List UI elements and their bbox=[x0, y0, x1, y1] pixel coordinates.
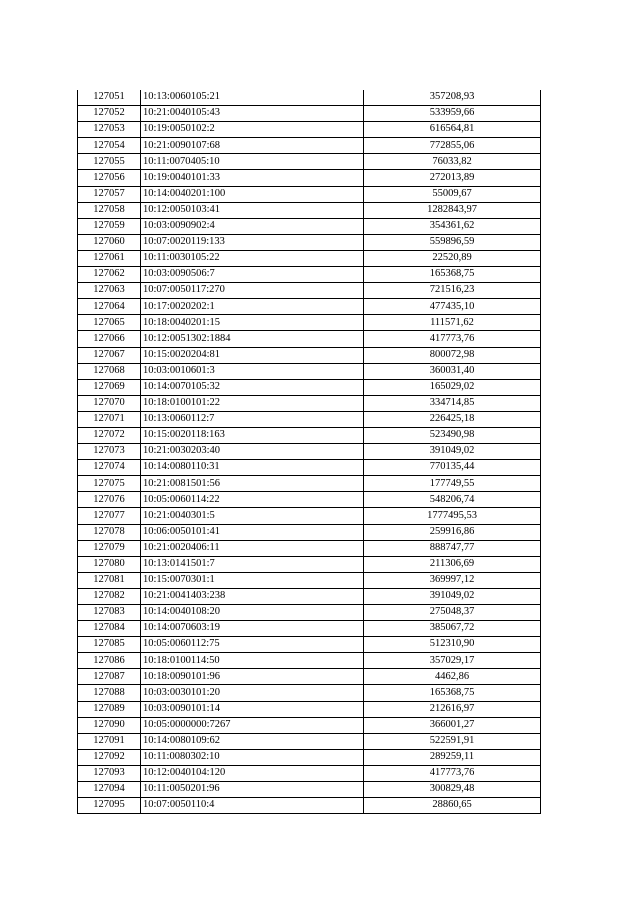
value-cell: 616564,81 bbox=[364, 122, 541, 138]
value-cell: 165368,75 bbox=[364, 267, 541, 283]
cadastral-number-cell: 10:14:0070603:19 bbox=[141, 621, 364, 637]
table-row bbox=[78, 588, 541, 604]
value-cell: 226425,18 bbox=[364, 411, 541, 427]
value-cell: 800072,98 bbox=[364, 347, 541, 363]
table-row bbox=[78, 572, 541, 588]
row-id-cell: 127088 bbox=[78, 685, 141, 701]
value-cell: 559896,59 bbox=[364, 234, 541, 250]
row-id-cell: 127079 bbox=[78, 540, 141, 556]
value-cell: 275048,37 bbox=[364, 605, 541, 621]
table-row bbox=[78, 798, 541, 814]
table-row bbox=[78, 717, 541, 733]
table-row bbox=[78, 492, 541, 508]
value-cell: 211306,69 bbox=[364, 556, 541, 572]
cadastral-number-cell: 10:06:0050101:41 bbox=[141, 524, 364, 540]
row-id-cell: 127092 bbox=[78, 749, 141, 765]
table-row bbox=[78, 476, 541, 492]
cadastral-number-cell: 10:07:0050117:270 bbox=[141, 283, 364, 299]
value-cell: 721516,23 bbox=[364, 283, 541, 299]
cadastral-number-cell: 10:13:0060105:21 bbox=[141, 90, 364, 106]
table-row bbox=[78, 315, 541, 331]
row-id-cell: 127057 bbox=[78, 186, 141, 202]
value-cell: 1282843,97 bbox=[364, 202, 541, 218]
row-id-cell: 127086 bbox=[78, 653, 141, 669]
value-cell: 512310,90 bbox=[364, 637, 541, 653]
table-row bbox=[78, 379, 541, 395]
value-cell: 334714,85 bbox=[364, 395, 541, 411]
value-cell: 888747,77 bbox=[364, 540, 541, 556]
table-row bbox=[78, 733, 541, 749]
row-id-cell: 127091 bbox=[78, 733, 141, 749]
cadastral-number-cell: 10:12:0051302:1884 bbox=[141, 331, 364, 347]
table-row bbox=[78, 363, 541, 379]
row-id-cell: 127054 bbox=[78, 138, 141, 154]
value-cell: 385067,72 bbox=[364, 621, 541, 637]
row-id-cell: 127071 bbox=[78, 411, 141, 427]
value-cell: 522591,91 bbox=[364, 733, 541, 749]
value-cell: 357208,93 bbox=[364, 90, 541, 106]
value-cell: 212616,97 bbox=[364, 701, 541, 717]
value-cell: 369997,12 bbox=[364, 572, 541, 588]
cadastral-number-cell: 10:13:0060112:7 bbox=[141, 411, 364, 427]
table-row bbox=[78, 122, 541, 138]
row-id-cell: 127061 bbox=[78, 250, 141, 266]
cadastral-number-cell: 10:14:0080109:62 bbox=[141, 733, 364, 749]
table-row bbox=[78, 347, 541, 363]
row-id-cell: 127051 bbox=[78, 90, 141, 106]
table-row bbox=[78, 524, 541, 540]
table-row bbox=[78, 331, 541, 347]
table-row bbox=[78, 749, 541, 765]
cadastral-number-cell: 10:15:0020118:163 bbox=[141, 427, 364, 443]
table-row bbox=[78, 765, 541, 781]
value-cell: 28860,65 bbox=[364, 798, 541, 814]
row-id-cell: 127053 bbox=[78, 122, 141, 138]
cadastral-number-cell: 10:17:0020202:1 bbox=[141, 299, 364, 315]
row-id-cell: 127055 bbox=[78, 154, 141, 170]
cadastral-number-cell: 10:21:0030203:40 bbox=[141, 444, 364, 460]
table-row bbox=[78, 186, 541, 202]
cadastral-number-cell: 10:14:0080110:31 bbox=[141, 460, 364, 476]
cadastral-number-cell: 10:15:0070301:1 bbox=[141, 572, 364, 588]
row-id-cell: 127058 bbox=[78, 202, 141, 218]
cadastral-number-cell: 10:11:0030105:22 bbox=[141, 250, 364, 266]
row-id-cell: 127065 bbox=[78, 315, 141, 331]
cadastral-number-cell: 10:19:0050102:2 bbox=[141, 122, 364, 138]
row-id-cell: 127082 bbox=[78, 588, 141, 604]
row-id-cell: 127087 bbox=[78, 669, 141, 685]
row-id-cell: 127074 bbox=[78, 460, 141, 476]
cadastral-number-cell: 10:15:0020204:81 bbox=[141, 347, 364, 363]
row-id-cell: 127084 bbox=[78, 621, 141, 637]
value-cell: 366001,27 bbox=[364, 717, 541, 733]
row-id-cell: 127076 bbox=[78, 492, 141, 508]
cadastral-number-cell: 10:11:0070405:10 bbox=[141, 154, 364, 170]
value-cell: 477435,10 bbox=[364, 299, 541, 315]
value-cell: 22520,89 bbox=[364, 250, 541, 266]
table-row bbox=[78, 283, 541, 299]
cadastral-number-cell: 10:21:0020406:11 bbox=[141, 540, 364, 556]
cadastral-number-cell: 10:21:0040301:5 bbox=[141, 508, 364, 524]
cadastral-number-cell: 10:12:0040104:120 bbox=[141, 765, 364, 781]
value-cell: 259916,86 bbox=[364, 524, 541, 540]
document-page bbox=[77, 90, 541, 814]
table-row bbox=[78, 138, 541, 154]
table-body bbox=[78, 90, 541, 814]
row-id-cell: 127075 bbox=[78, 476, 141, 492]
row-id-cell: 127085 bbox=[78, 637, 141, 653]
row-id-cell: 127089 bbox=[78, 701, 141, 717]
row-id-cell: 127077 bbox=[78, 508, 141, 524]
value-cell: 111571,62 bbox=[364, 315, 541, 331]
row-id-cell: 127068 bbox=[78, 363, 141, 379]
row-id-cell: 127083 bbox=[78, 605, 141, 621]
table-row bbox=[78, 267, 541, 283]
table-row bbox=[78, 444, 541, 460]
cadastral-number-cell: 10:19:0040101:33 bbox=[141, 170, 364, 186]
value-cell: 1777495,53 bbox=[364, 508, 541, 524]
cadastral-number-cell: 10:03:0090902:4 bbox=[141, 218, 364, 234]
table-row bbox=[78, 685, 541, 701]
cadastral-number-cell: 10:18:0090101:96 bbox=[141, 669, 364, 685]
value-cell: 4462,86 bbox=[364, 669, 541, 685]
cadastral-number-cell: 10:03:0010601:3 bbox=[141, 363, 364, 379]
row-id-cell: 127067 bbox=[78, 347, 141, 363]
row-id-cell: 127081 bbox=[78, 572, 141, 588]
value-cell: 55009,67 bbox=[364, 186, 541, 202]
value-cell: 357029,17 bbox=[364, 653, 541, 669]
cadastral-number-cell: 10:21:0041403:238 bbox=[141, 588, 364, 604]
table-row bbox=[78, 605, 541, 621]
table-row bbox=[78, 621, 541, 637]
value-cell: 523490,98 bbox=[364, 427, 541, 443]
row-id-cell: 127063 bbox=[78, 283, 141, 299]
cadastral-number-cell: 10:21:0040105:43 bbox=[141, 106, 364, 122]
cadastral-number-cell: 10:18:0100114:50 bbox=[141, 653, 364, 669]
cadastral-number-cell: 10:07:0050110:4 bbox=[141, 798, 364, 814]
row-id-cell: 127095 bbox=[78, 798, 141, 814]
value-cell: 177749,55 bbox=[364, 476, 541, 492]
value-cell: 391049,02 bbox=[364, 444, 541, 460]
value-cell: 272013,89 bbox=[364, 170, 541, 186]
row-id-cell: 127059 bbox=[78, 218, 141, 234]
value-cell: 417773,76 bbox=[364, 331, 541, 347]
data-table bbox=[77, 90, 541, 814]
table-row bbox=[78, 106, 541, 122]
table-row bbox=[78, 234, 541, 250]
value-cell: 165029,02 bbox=[364, 379, 541, 395]
table-row bbox=[78, 218, 541, 234]
table-row bbox=[78, 202, 541, 218]
cadastral-number-cell: 10:05:0060112:75 bbox=[141, 637, 364, 653]
row-id-cell: 127080 bbox=[78, 556, 141, 572]
value-cell: 770135,44 bbox=[364, 460, 541, 476]
table-row bbox=[78, 427, 541, 443]
table-row bbox=[78, 395, 541, 411]
table-row bbox=[78, 556, 541, 572]
row-id-cell: 127090 bbox=[78, 717, 141, 733]
row-id-cell: 127072 bbox=[78, 427, 141, 443]
row-id-cell: 127094 bbox=[78, 782, 141, 798]
cadastral-number-cell: 10:18:0040201:15 bbox=[141, 315, 364, 331]
cadastral-number-cell: 10:14:0070105:32 bbox=[141, 379, 364, 395]
row-id-cell: 127056 bbox=[78, 170, 141, 186]
row-id-cell: 127062 bbox=[78, 267, 141, 283]
table-row bbox=[78, 653, 541, 669]
table-row bbox=[78, 508, 541, 524]
cadastral-number-cell: 10:14:0040201:100 bbox=[141, 186, 364, 202]
value-cell: 417773,76 bbox=[364, 765, 541, 781]
table-row bbox=[78, 782, 541, 798]
value-cell: 360031,40 bbox=[364, 363, 541, 379]
row-id-cell: 127073 bbox=[78, 444, 141, 460]
table-row bbox=[78, 637, 541, 653]
row-id-cell: 127078 bbox=[78, 524, 141, 540]
cadastral-number-cell: 10:21:0090107:68 bbox=[141, 138, 364, 154]
cadastral-number-cell: 10:18:0100101:22 bbox=[141, 395, 364, 411]
row-id-cell: 127069 bbox=[78, 379, 141, 395]
value-cell: 391049,02 bbox=[364, 588, 541, 604]
table-row bbox=[78, 154, 541, 170]
value-cell: 548206,74 bbox=[364, 492, 541, 508]
table-row bbox=[78, 701, 541, 717]
cadastral-number-cell: 10:05:0000000:7267 bbox=[141, 717, 364, 733]
cadastral-number-cell: 10:05:0060114:22 bbox=[141, 492, 364, 508]
table-row bbox=[78, 90, 541, 106]
table-row bbox=[78, 411, 541, 427]
value-cell: 300829,48 bbox=[364, 782, 541, 798]
value-cell: 289259,11 bbox=[364, 749, 541, 765]
table-row bbox=[78, 250, 541, 266]
cadastral-number-cell: 10:13:0141501:7 bbox=[141, 556, 364, 572]
row-id-cell: 127070 bbox=[78, 395, 141, 411]
cadastral-number-cell: 10:12:0050103:41 bbox=[141, 202, 364, 218]
cadastral-number-cell: 10:03:0090101:14 bbox=[141, 701, 364, 717]
table-row bbox=[78, 170, 541, 186]
table-row bbox=[78, 460, 541, 476]
value-cell: 533959,66 bbox=[364, 106, 541, 122]
table-row bbox=[78, 669, 541, 685]
cadastral-number-cell: 10:11:0080302:10 bbox=[141, 749, 364, 765]
cadastral-number-cell: 10:11:0050201:96 bbox=[141, 782, 364, 798]
cadastral-number-cell: 10:07:0020119:133 bbox=[141, 234, 364, 250]
cadastral-number-cell: 10:03:0030101:20 bbox=[141, 685, 364, 701]
row-id-cell: 127093 bbox=[78, 765, 141, 781]
row-id-cell: 127060 bbox=[78, 234, 141, 250]
cadastral-number-cell: 10:21:0081501:56 bbox=[141, 476, 364, 492]
row-id-cell: 127064 bbox=[78, 299, 141, 315]
value-cell: 772855,06 bbox=[364, 138, 541, 154]
table-row bbox=[78, 540, 541, 556]
cadastral-number-cell: 10:14:0040108:20 bbox=[141, 605, 364, 621]
cadastral-number-cell: 10:03:0090506:7 bbox=[141, 267, 364, 283]
table-row bbox=[78, 299, 541, 315]
row-id-cell: 127052 bbox=[78, 106, 141, 122]
value-cell: 165368,75 bbox=[364, 685, 541, 701]
row-id-cell: 127066 bbox=[78, 331, 141, 347]
value-cell: 76033,82 bbox=[364, 154, 541, 170]
value-cell: 354361,62 bbox=[364, 218, 541, 234]
